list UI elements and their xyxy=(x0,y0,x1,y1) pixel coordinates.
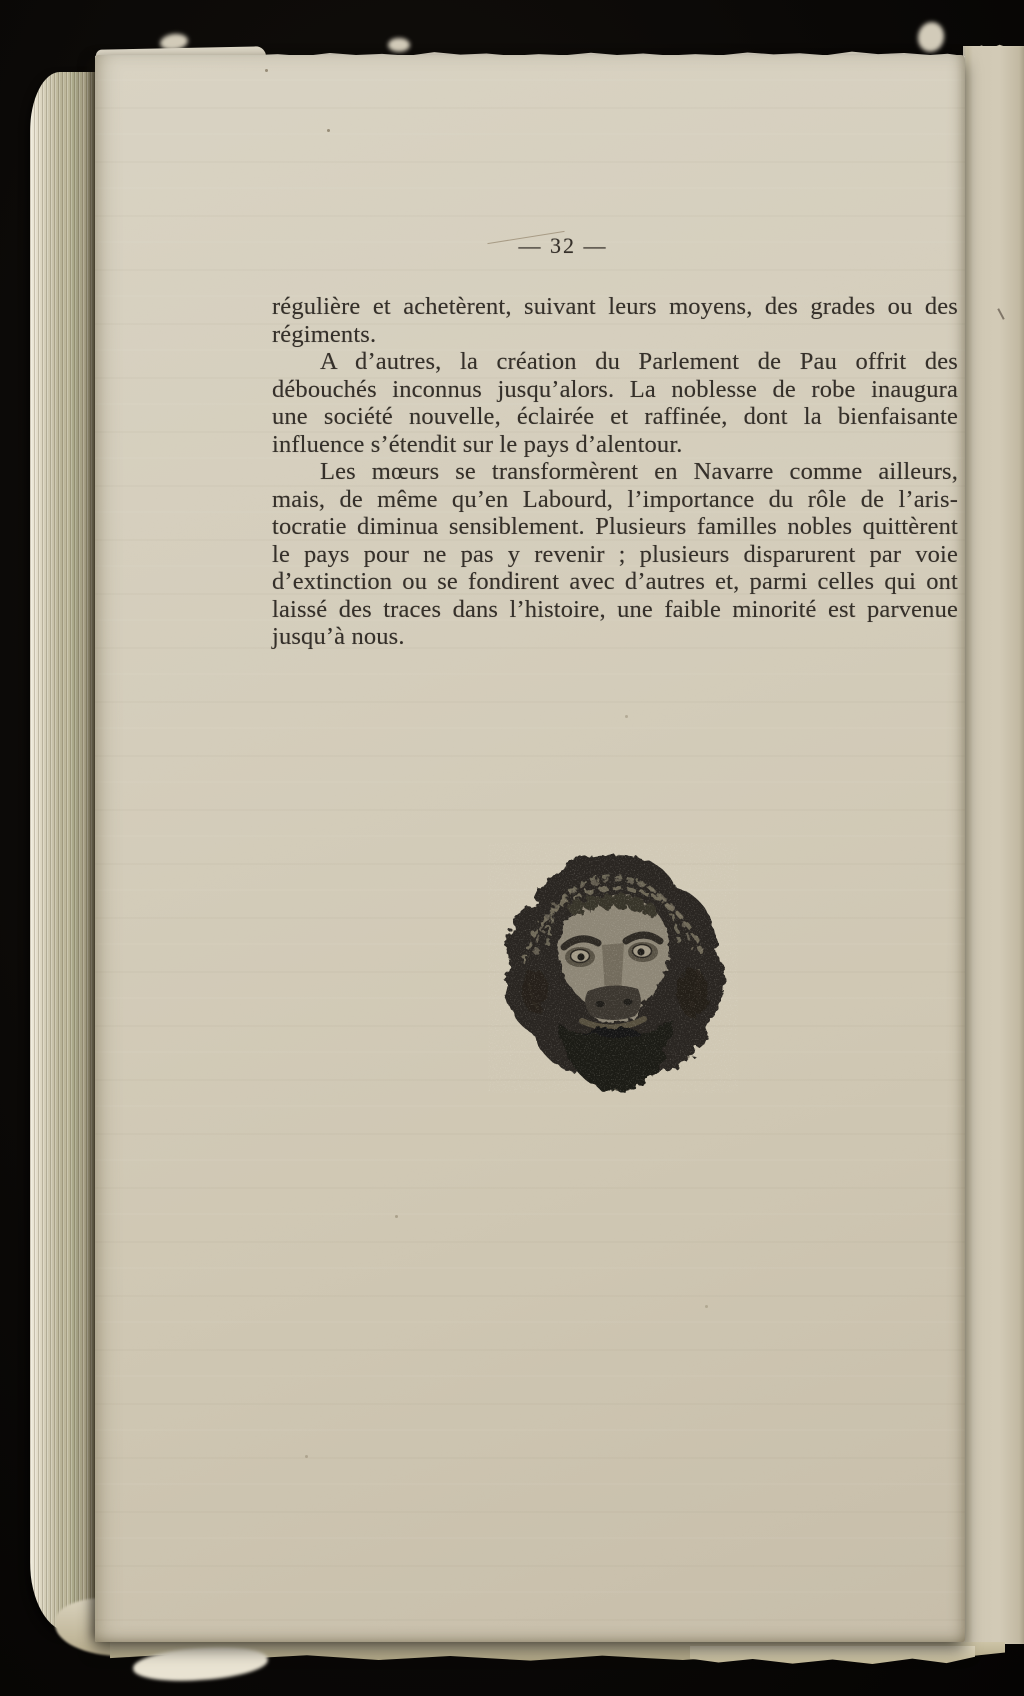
text-line-7: Les mœurs se transformèrent en Navarre comme ailleurs, xyxy=(320,458,958,485)
book-page xyxy=(95,55,965,1642)
paper-speck xyxy=(265,69,268,72)
text-line-10: le pays pour ne pas y revenir ; plusieurs disparurent par voie xyxy=(272,540,958,568)
text-line-9: tocratie diminua sensiblement. Plusieurs familles nobles quittèrent xyxy=(272,513,958,540)
paper-speck xyxy=(327,129,330,132)
text-line-5: une société nouvelle, éclairée et raffinée, dont la bienfaisante xyxy=(272,403,958,430)
under-page xyxy=(963,46,1024,1644)
text-line-4: débouchés inconnus jusqu’alors. La noblesse de robe inaugura xyxy=(272,375,958,403)
page-edges-stack xyxy=(30,72,100,1632)
text-line-8: mais, de même qu’en Labourd, l’importance du rôle de l’aris- xyxy=(272,485,958,513)
paper-speck xyxy=(395,1215,398,1218)
page-number: — 32 — xyxy=(518,233,608,258)
lion-head-carving-illustration xyxy=(487,843,739,1093)
text-line-13: jusqu’à nous. xyxy=(272,623,405,650)
text-line-6: influence s’étendit sur le pays d’alentour. xyxy=(272,430,683,458)
paper-speck xyxy=(625,715,628,718)
text-line-12: laissé des traces dans l’histoire, une faible minorité est parvenue xyxy=(272,595,958,623)
text-line-11: d’extinction ou se fondirent avec d’autres et, parmi celles qui ont xyxy=(272,568,958,595)
page-bottom-edge-sheet xyxy=(690,1646,975,1664)
text-line-2: régiments. xyxy=(272,320,377,348)
paper-fiber-tuft xyxy=(388,38,410,52)
text-line-1: régulière et achetèrent, suivant leurs moyens, des grades ou des xyxy=(272,293,958,320)
paper-fiber-tuft xyxy=(915,20,947,55)
text-block xyxy=(272,293,958,651)
paper-speck xyxy=(705,1305,708,1308)
text-line-3: A d’autres, la création du Parlement de Pau offrit des xyxy=(320,348,958,375)
paper-speck xyxy=(305,1455,308,1458)
